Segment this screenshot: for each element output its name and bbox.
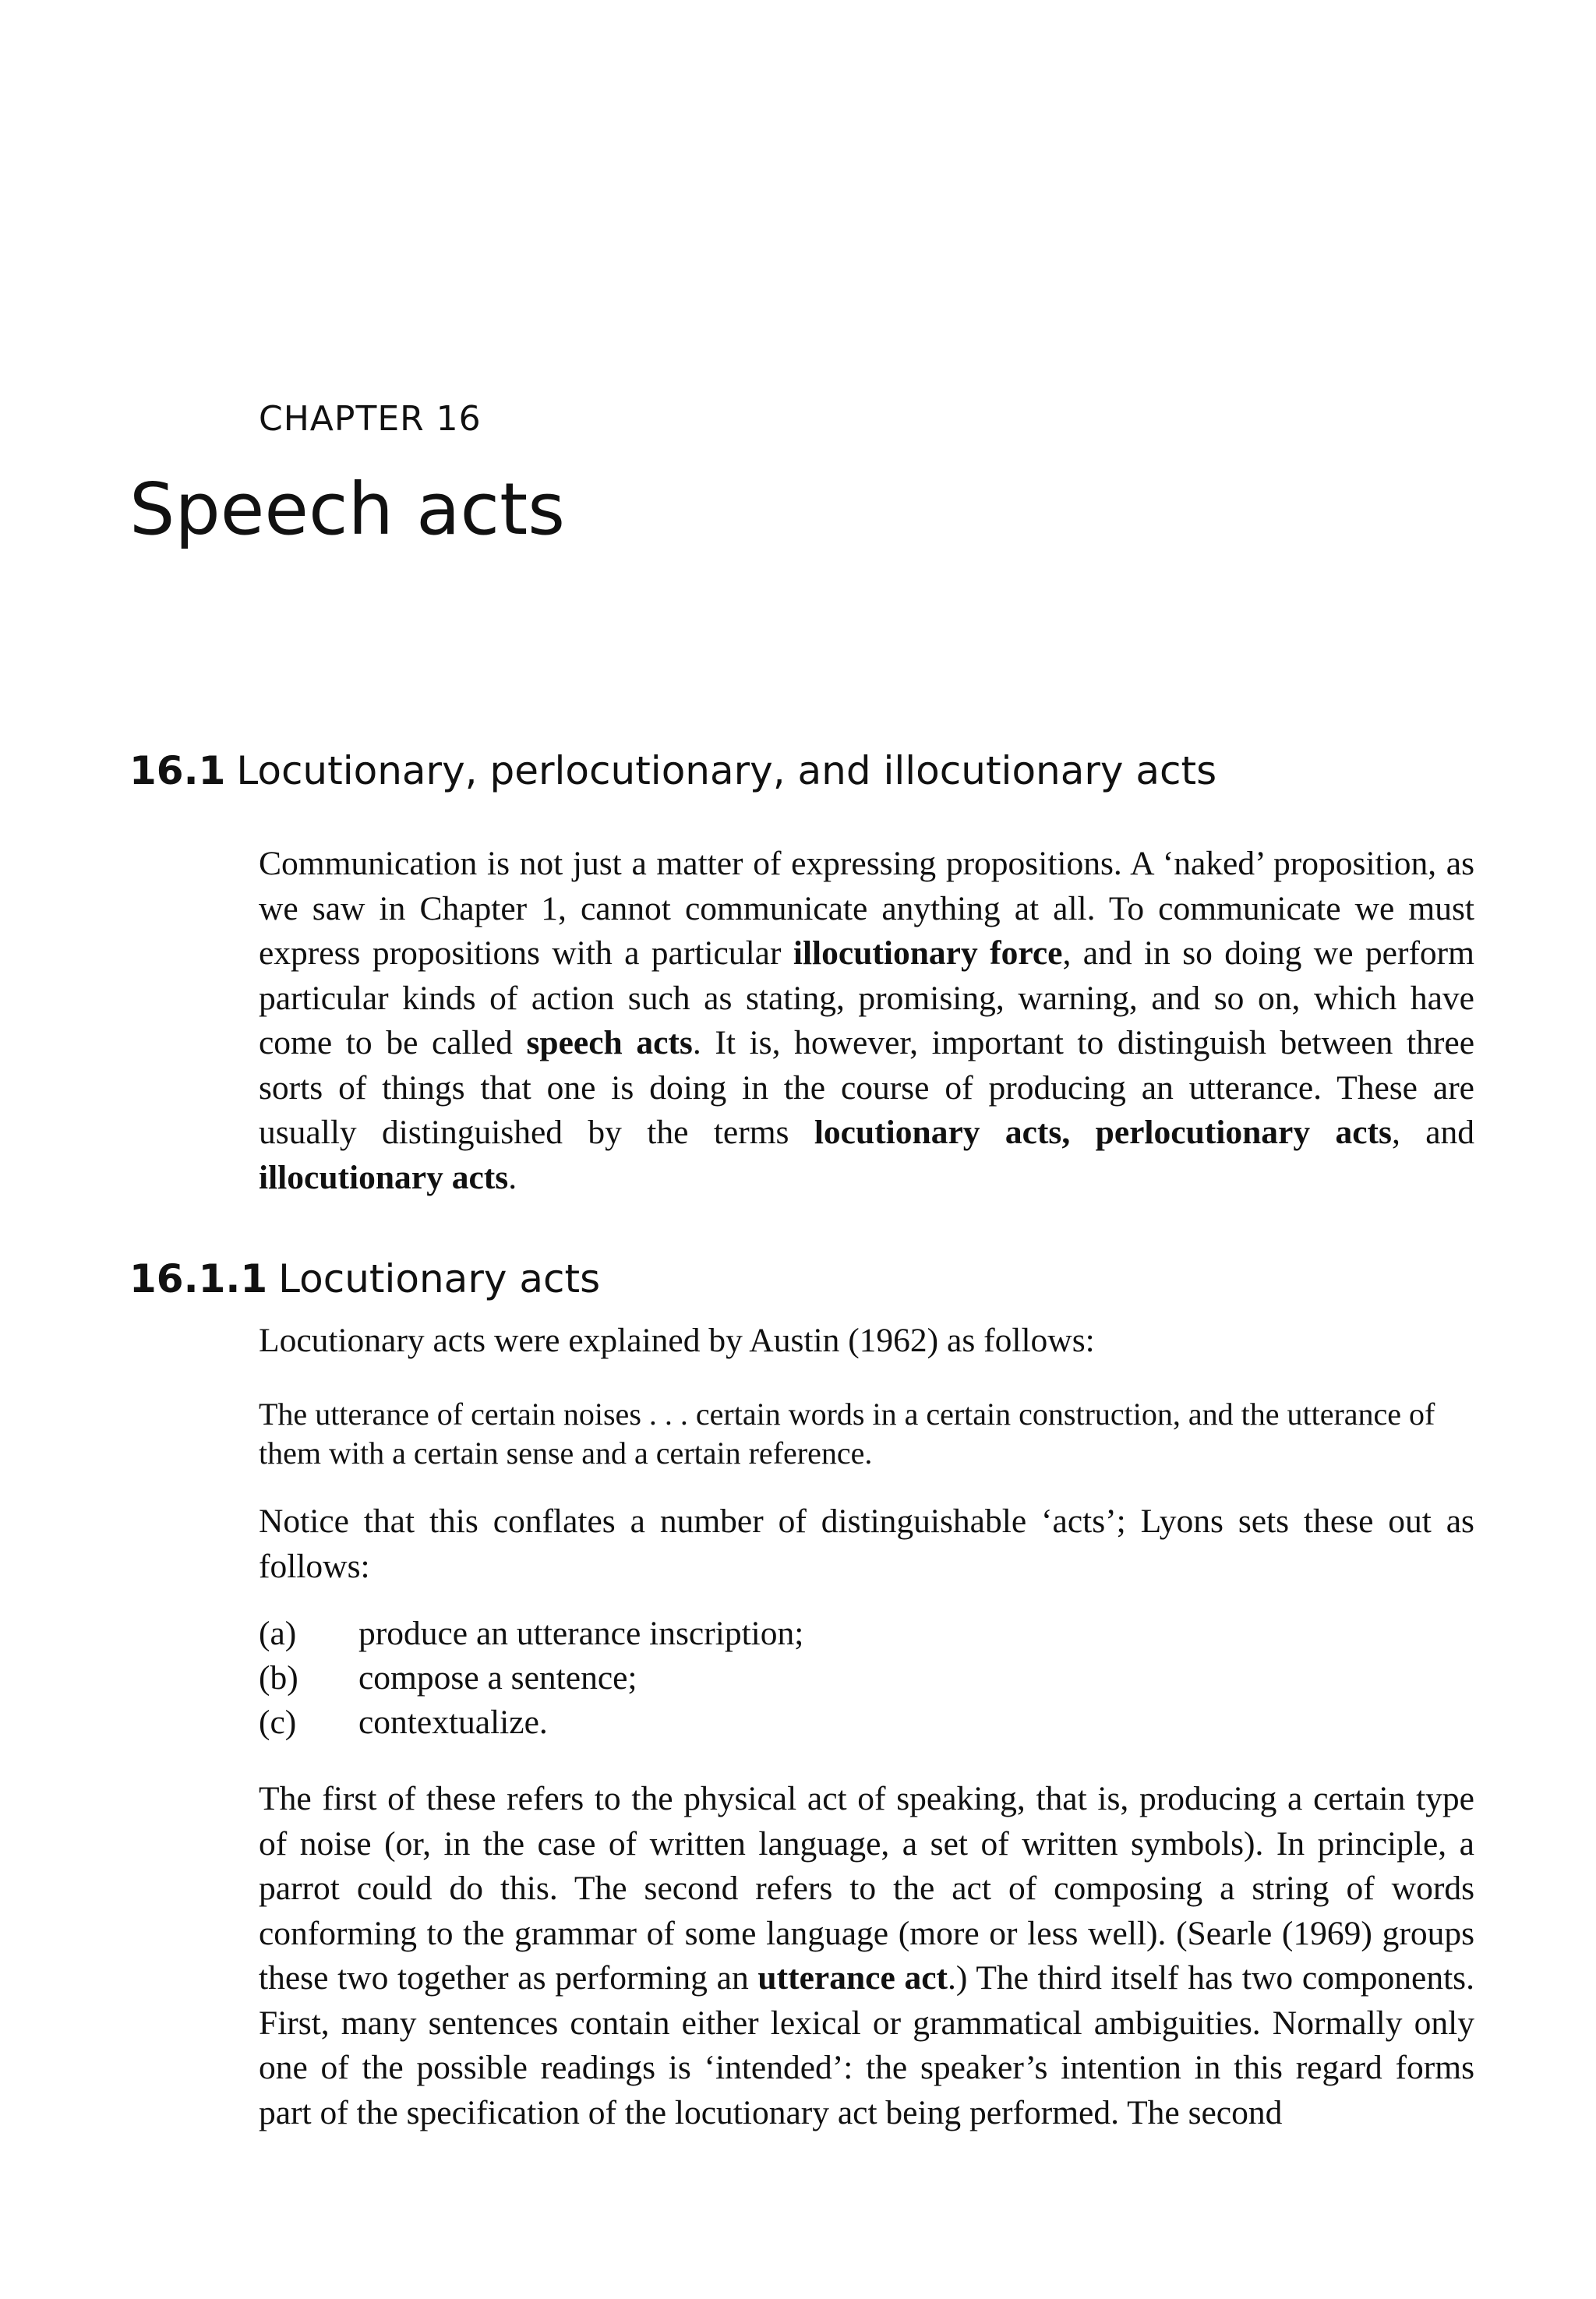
subsection-heading — [129, 1256, 600, 1301]
list-item — [259, 1612, 803, 1656]
list-item — [259, 1700, 803, 1745]
intro-text-5: , and — [1391, 1114, 1475, 1151]
lyons-list — [259, 1612, 803, 1745]
section-title: Locutionary, perlocutionary, and illocutionary acts — [236, 748, 1217, 793]
section-number: 16.1 — [129, 748, 226, 793]
section-heading — [129, 748, 1216, 793]
subsection-title: Locutionary acts — [278, 1256, 601, 1301]
chapter-title: Speech acts — [129, 468, 566, 551]
list-item-text: produce an utterance inscription; — [358, 1615, 804, 1652]
final-paragraph — [259, 1777, 1474, 2135]
intro-comma: , — [1061, 1114, 1096, 1151]
intro-text-2: , and in so doing we perform particular kinds of action such as stating, promising, warning, and so on, which have come to be called — [259, 934, 1475, 1061]
list-item-text: compose a sentence; — [358, 1659, 637, 1697]
term-perlocutionary-acts: perlocutionary acts — [1095, 1114, 1392, 1151]
austin-quote: The utterance of certain noises . . . certain words in a certain construction, and the utterance of them with a certain sense and a certain reference. — [259, 1397, 1435, 1471]
term-illocutionary-acts: illocutionary acts — [259, 1158, 509, 1196]
chapter-label: CHAPTER 16 — [259, 399, 482, 439]
list-item-label: (a) — [259, 1615, 297, 1652]
list-item-label: (c) — [259, 1704, 297, 1741]
austin-intro-paragraph: Locutionary acts were explained by Austin (1962) as follows: — [259, 1322, 1095, 1359]
final-text-1: The first of these refers to the physical act of speaking, that is, producing a certain type of noise (or, in the case of written language, a set of written symbols). In principle, a parrot could do this. The second refers to the act of composing a string of words conforming to the grammar of some language (more or less well). (Searle (1969) groups these two together as performing an — [259, 1780, 1474, 1997]
term-illocutionary-force: illocutionary force — [793, 934, 1063, 972]
term-speech-acts: speech acts — [526, 1024, 693, 1061]
intro-paragraph — [259, 842, 1474, 1200]
list-item-text: contextualize. — [358, 1704, 548, 1741]
list-item-label: (b) — [259, 1659, 298, 1697]
intro-text-3: . It is, however, important to distinguish between three sorts of things that one is doing in the course of producing an utterance. These are usually distinguished by the terms — [259, 1024, 1474, 1151]
term-utterance-act: utterance act — [757, 1959, 948, 1997]
lyons-paragraph: Notice that this conflates a number of distinguishable ‘acts’; Lyons sets these out as follows: — [259, 1503, 1474, 1585]
intro-text-6: . — [508, 1158, 517, 1196]
list-item — [259, 1656, 803, 1700]
intro-text-1: Communication is not just a matter of expressing propositions. A ‘naked’ proposition, as we saw in Chapter 1, cannot communicate anything at all. To communicate we must express propositions with a particular — [259, 845, 1474, 972]
final-text-2: .) The third itself has two components. First, many sentences contain either lexical or grammatical ambiguities. Normally only one of the possible readings is ‘intended’: the speaker’s intention in this regard forms part of the specification of the locutionary act being performed. The second — [259, 1959, 1474, 2131]
subsection-number: 16.1.1 — [129, 1256, 268, 1301]
term-locutionary-acts: locutionary acts — [814, 1114, 1062, 1151]
